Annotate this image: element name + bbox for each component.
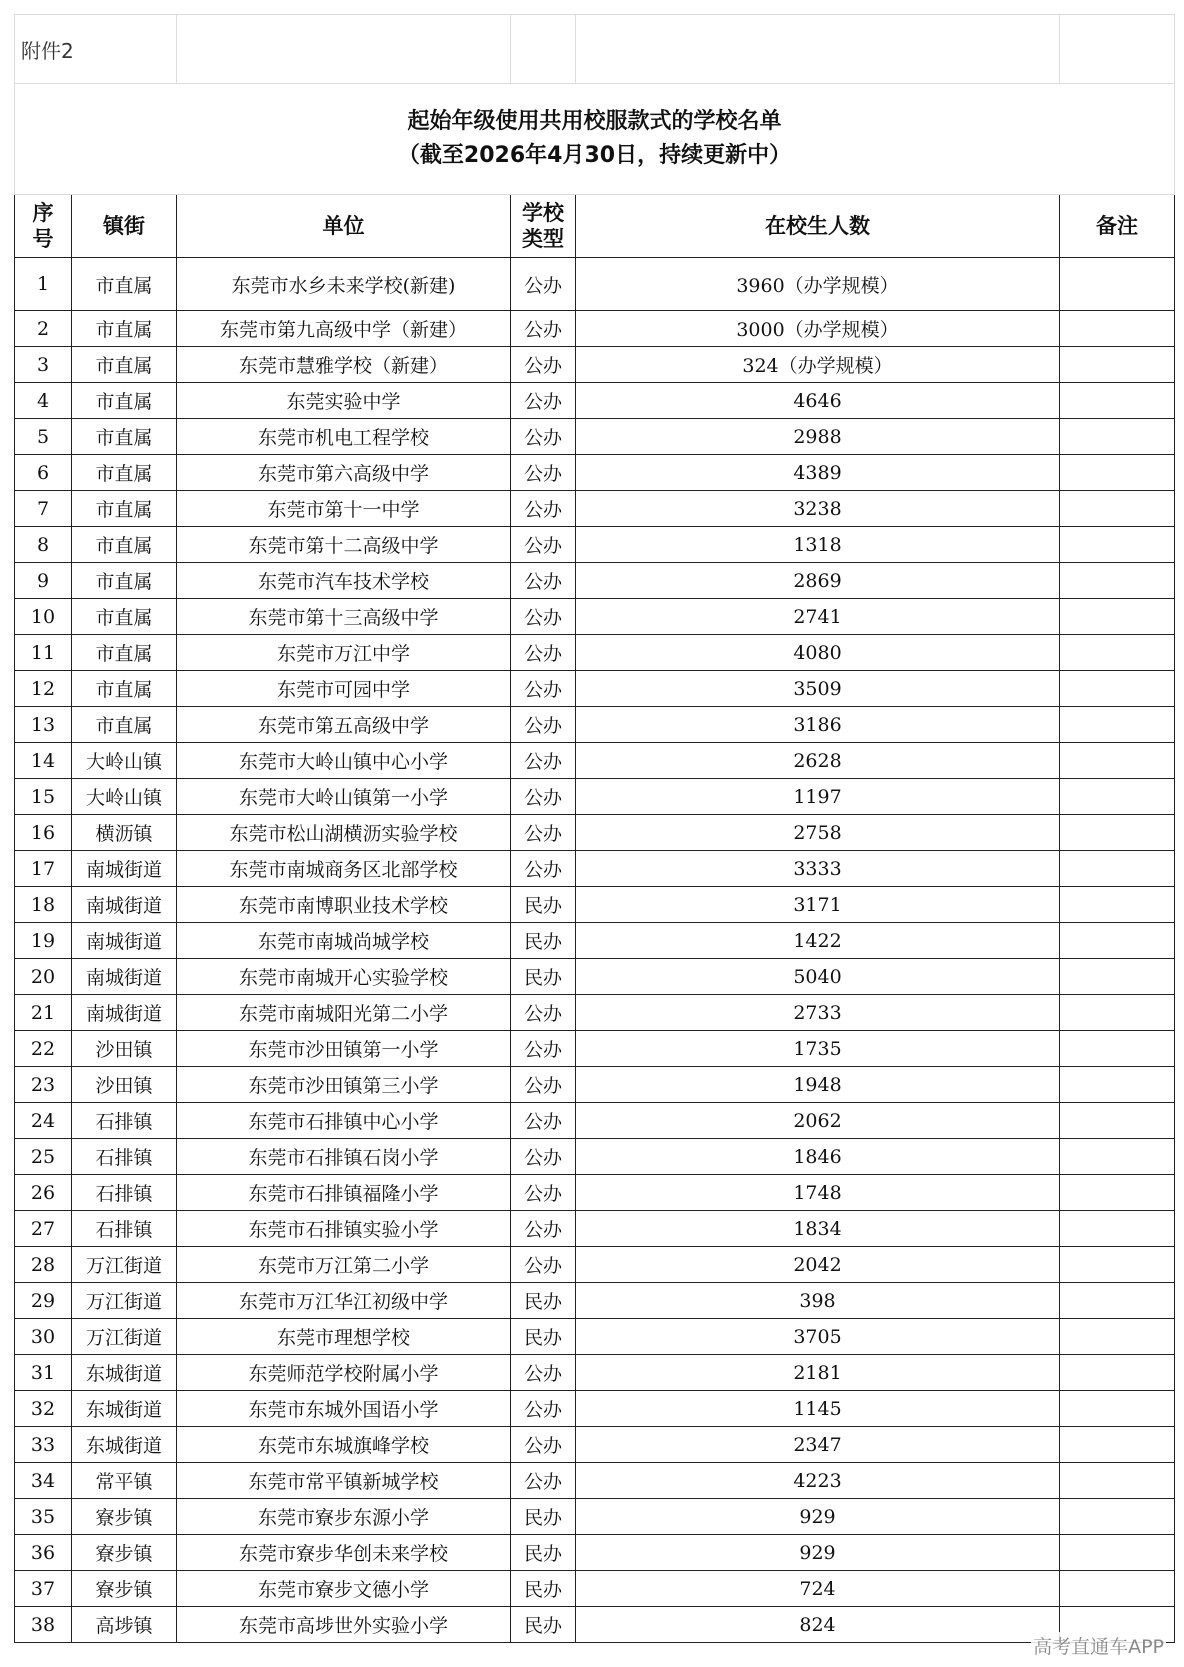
table-row	[15, 1103, 1175, 1139]
cell-seq: 19	[15, 923, 72, 959]
cell-seq: 9	[15, 563, 72, 599]
cell-town: 市直属	[72, 527, 177, 563]
cell-type: 公办	[511, 419, 576, 455]
cell-town: 常平镇	[72, 1463, 177, 1499]
table-row	[15, 455, 1175, 491]
header-seq-label: 序号	[32, 201, 54, 251]
cell-unit: 东莞实验中学	[177, 383, 511, 419]
cell-notes	[1060, 419, 1175, 455]
cell-unit: 东莞市沙田镇第一小学	[177, 1031, 511, 1067]
header-row	[15, 195, 1175, 258]
cell-notes	[1060, 959, 1175, 995]
cell-seq: 8	[15, 527, 72, 563]
cell-type: 公办	[511, 779, 576, 815]
cell-type: 公办	[511, 383, 576, 419]
cell-type: 公办	[511, 311, 576, 347]
cell-type: 民办	[511, 1283, 576, 1319]
cell-notes	[1060, 1175, 1175, 1211]
cell-seq: 3	[15, 347, 72, 383]
cell-unit: 东莞市寮步文德小学	[177, 1571, 511, 1607]
cell-seq: 15	[15, 779, 72, 815]
cell-type: 公办	[511, 1355, 576, 1391]
cell-town: 市直属	[72, 491, 177, 527]
cell-town: 石排镇	[72, 1175, 177, 1211]
empty-cell	[511, 15, 576, 84]
cell-type: 公办	[511, 599, 576, 635]
cell-type: 公办	[511, 707, 576, 743]
cell-type: 公办	[511, 1031, 576, 1067]
cell-students: 2062	[576, 1103, 1060, 1139]
cell-students: 1748	[576, 1175, 1060, 1211]
cell-town: 市直属	[72, 563, 177, 599]
cell-students: 724	[576, 1571, 1060, 1607]
cell-seq: 21	[15, 995, 72, 1031]
cell-type: 民办	[511, 1571, 576, 1607]
empty-cell	[576, 15, 1060, 84]
cell-seq: 11	[15, 635, 72, 671]
cell-unit: 东莞市可园中学	[177, 671, 511, 707]
cell-students: 929	[576, 1499, 1060, 1535]
cell-seq: 33	[15, 1427, 72, 1463]
cell-notes	[1060, 1031, 1175, 1067]
cell-seq: 27	[15, 1211, 72, 1247]
cell-seq: 35	[15, 1499, 72, 1535]
cell-type: 民办	[511, 887, 576, 923]
cell-students: 5040	[576, 959, 1060, 995]
cell-unit: 东莞市松山湖横沥实验学校	[177, 815, 511, 851]
cell-seq: 20	[15, 959, 72, 995]
cell-unit: 东莞市东城旗峰学校	[177, 1427, 511, 1463]
cell-students: 1197	[576, 779, 1060, 815]
school-list-table	[14, 14, 1175, 1643]
cell-notes	[1060, 1463, 1175, 1499]
cell-students: 2869	[576, 563, 1060, 599]
cell-type: 公办	[511, 1139, 576, 1175]
cell-students: 3000（办学规模）	[576, 311, 1060, 347]
cell-seq: 23	[15, 1067, 72, 1103]
table-row	[15, 1175, 1175, 1211]
cell-unit: 东莞市第十一中学	[177, 491, 511, 527]
cell-notes	[1060, 887, 1175, 923]
table-row	[15, 851, 1175, 887]
cell-students: 4389	[576, 455, 1060, 491]
cell-town: 石排镇	[72, 1103, 177, 1139]
cell-town: 万江街道	[72, 1319, 177, 1355]
cell-unit: 东莞市第五高级中学	[177, 707, 511, 743]
table-row	[15, 599, 1175, 635]
table-row	[15, 1355, 1175, 1391]
table-row	[15, 1571, 1175, 1607]
cell-type: 民办	[511, 1319, 576, 1355]
table-row	[15, 1211, 1175, 1247]
cell-notes	[1060, 923, 1175, 959]
cell-unit: 东莞市石排镇福隆小学	[177, 1175, 511, 1211]
cell-notes	[1060, 1535, 1175, 1571]
cell-notes	[1060, 347, 1175, 383]
cell-type: 公办	[511, 1067, 576, 1103]
header-town: 镇街	[72, 195, 177, 258]
table-row	[15, 1067, 1175, 1103]
cell-unit: 东莞市慧雅学校（新建）	[177, 347, 511, 383]
cell-town: 南城街道	[72, 887, 177, 923]
cell-town: 市直属	[72, 455, 177, 491]
cell-unit: 东莞市万江第二小学	[177, 1247, 511, 1283]
cell-notes	[1060, 1103, 1175, 1139]
cell-notes	[1060, 1571, 1175, 1607]
cell-town: 东城街道	[72, 1391, 177, 1427]
cell-seq: 32	[15, 1391, 72, 1427]
cell-town: 东城街道	[72, 1355, 177, 1391]
cell-notes	[1060, 1499, 1175, 1535]
table-row	[15, 258, 1175, 311]
cell-unit: 东莞市南城商务区北部学校	[177, 851, 511, 887]
table-row	[15, 527, 1175, 563]
table-row	[15, 1607, 1175, 1643]
cell-type: 公办	[511, 851, 576, 887]
cell-town: 石排镇	[72, 1139, 177, 1175]
cell-students: 2042	[576, 1247, 1060, 1283]
cell-students: 2988	[576, 419, 1060, 455]
cell-students: 398	[576, 1283, 1060, 1319]
cell-town: 石排镇	[72, 1211, 177, 1247]
table-row	[15, 995, 1175, 1031]
empty-cell	[1060, 15, 1175, 84]
cell-town: 市直属	[72, 635, 177, 671]
cell-students: 1145	[576, 1391, 1060, 1427]
cell-unit: 东莞市高埗世外实验小学	[177, 1607, 511, 1643]
cell-notes	[1060, 311, 1175, 347]
cell-town: 市直属	[72, 419, 177, 455]
table-row	[15, 1535, 1175, 1571]
cell-students: 3960（办学规模）	[576, 258, 1060, 311]
table-row	[15, 671, 1175, 707]
cell-notes	[1060, 527, 1175, 563]
cell-town: 沙田镇	[72, 1067, 177, 1103]
cell-notes	[1060, 1139, 1175, 1175]
cell-town: 市直属	[72, 258, 177, 311]
cell-notes	[1060, 707, 1175, 743]
cell-seq: 1	[15, 258, 72, 311]
cell-type: 公办	[511, 1463, 576, 1499]
table-row	[15, 1139, 1175, 1175]
cell-notes	[1060, 599, 1175, 635]
cell-notes	[1060, 635, 1175, 671]
cell-seq: 14	[15, 743, 72, 779]
cell-unit: 东莞市石排镇石岗小学	[177, 1139, 511, 1175]
cell-students: 2758	[576, 815, 1060, 851]
cell-type: 公办	[511, 1103, 576, 1139]
cell-type: 公办	[511, 258, 576, 311]
cell-seq: 28	[15, 1247, 72, 1283]
table-row	[15, 923, 1175, 959]
cell-seq: 10	[15, 599, 72, 635]
cell-students: 1422	[576, 923, 1060, 959]
cell-town: 万江街道	[72, 1283, 177, 1319]
cell-notes	[1060, 779, 1175, 815]
cell-type: 公办	[511, 563, 576, 599]
table-body	[15, 258, 1175, 1643]
cell-unit: 东莞市万江中学	[177, 635, 511, 671]
table-row	[15, 1319, 1175, 1355]
attachment-label: 附件2	[15, 15, 177, 84]
cell-unit: 东莞市石排镇实验小学	[177, 1211, 511, 1247]
cell-seq: 22	[15, 1031, 72, 1067]
table-row	[15, 563, 1175, 599]
cell-students: 4080	[576, 635, 1060, 671]
table-row	[15, 959, 1175, 995]
cell-students: 1834	[576, 1211, 1060, 1247]
cell-students: 324（办学规模）	[576, 347, 1060, 383]
cell-town: 横沥镇	[72, 815, 177, 851]
header-seq	[15, 195, 72, 258]
cell-unit: 东莞市南城尚城学校	[177, 923, 511, 959]
table-row	[15, 347, 1175, 383]
header-unit: 单位	[177, 195, 511, 258]
cell-unit: 东莞市第九高级中学（新建）	[177, 311, 511, 347]
cell-students: 2628	[576, 743, 1060, 779]
cell-students: 3238	[576, 491, 1060, 527]
cell-seq: 5	[15, 419, 72, 455]
cell-type: 民办	[511, 1499, 576, 1535]
cell-type: 公办	[511, 455, 576, 491]
header-notes: 备注	[1060, 195, 1175, 258]
watermark: 高考直通车APP	[1031, 1632, 1166, 1659]
page-subtitle: （截至2026年4月30日，持续更新中）	[397, 143, 792, 168]
cell-unit: 东莞市南城开心实验学校	[177, 959, 511, 995]
cell-town: 市直属	[72, 311, 177, 347]
cell-notes	[1060, 491, 1175, 527]
cell-type: 民办	[511, 1535, 576, 1571]
cell-students: 1735	[576, 1031, 1060, 1067]
cell-unit: 东莞市南城阳光第二小学	[177, 995, 511, 1031]
table-row	[15, 635, 1175, 671]
cell-town: 高埗镇	[72, 1607, 177, 1643]
cell-students: 3333	[576, 851, 1060, 887]
cell-students: 3186	[576, 707, 1060, 743]
cell-type: 公办	[511, 1391, 576, 1427]
cell-town: 南城街道	[72, 851, 177, 887]
cell-type: 公办	[511, 635, 576, 671]
cell-notes	[1060, 563, 1175, 599]
cell-unit: 东莞市寮步华创未来学校	[177, 1535, 511, 1571]
cell-town: 市直属	[72, 347, 177, 383]
cell-notes	[1060, 1427, 1175, 1463]
cell-type: 公办	[511, 491, 576, 527]
cell-unit: 东莞市第六高级中学	[177, 455, 511, 491]
cell-unit: 东莞市水乡未来学校(新建)	[177, 258, 511, 311]
cell-type: 公办	[511, 815, 576, 851]
cell-type: 民办	[511, 923, 576, 959]
table-row	[15, 1427, 1175, 1463]
cell-unit: 东莞市大岭山镇第一小学	[177, 779, 511, 815]
table-row	[15, 707, 1175, 743]
cell-town: 东城街道	[72, 1427, 177, 1463]
cell-seq: 12	[15, 671, 72, 707]
table-row	[15, 1031, 1175, 1067]
cell-notes	[1060, 1067, 1175, 1103]
cell-unit: 东莞市万江华江初级中学	[177, 1283, 511, 1319]
page-title: 起始年级使用共用校服款式的学校名单	[407, 109, 782, 134]
cell-type: 民办	[511, 959, 576, 995]
cell-notes	[1060, 383, 1175, 419]
cell-students: 2181	[576, 1355, 1060, 1391]
header-students: 在校生人数	[576, 195, 1060, 258]
cell-town: 南城街道	[72, 923, 177, 959]
cell-seq: 16	[15, 815, 72, 851]
cell-seq: 18	[15, 887, 72, 923]
title-row	[15, 84, 1175, 195]
cell-unit: 东莞市常平镇新城学校	[177, 1463, 511, 1499]
cell-notes	[1060, 1319, 1175, 1355]
cell-town: 市直属	[72, 671, 177, 707]
cell-town: 寮步镇	[72, 1499, 177, 1535]
cell-seq: 24	[15, 1103, 72, 1139]
title-block	[15, 84, 1175, 195]
cell-seq: 7	[15, 491, 72, 527]
cell-notes	[1060, 455, 1175, 491]
cell-seq: 13	[15, 707, 72, 743]
table-row	[15, 1499, 1175, 1535]
cell-unit: 东莞市沙田镇第三小学	[177, 1067, 511, 1103]
cell-students: 3705	[576, 1319, 1060, 1355]
table-row	[15, 1463, 1175, 1499]
cell-notes	[1060, 1355, 1175, 1391]
cell-type: 公办	[511, 995, 576, 1031]
table-row	[15, 311, 1175, 347]
cell-students: 2741	[576, 599, 1060, 635]
cell-town: 市直属	[72, 707, 177, 743]
cell-unit: 东莞市南博职业技术学校	[177, 887, 511, 923]
cell-unit: 东莞市第十三高级中学	[177, 599, 511, 635]
cell-unit: 东莞市寮步东源小学	[177, 1499, 511, 1535]
cell-type: 公办	[511, 1211, 576, 1247]
cell-seq: 37	[15, 1571, 72, 1607]
header-type-label: 学校类型	[522, 201, 565, 251]
cell-notes	[1060, 1211, 1175, 1247]
cell-town: 市直属	[72, 599, 177, 635]
cell-students: 2347	[576, 1427, 1060, 1463]
cell-students: 3171	[576, 887, 1060, 923]
cell-notes	[1060, 671, 1175, 707]
table-row	[15, 815, 1175, 851]
cell-unit: 东莞市汽车技术学校	[177, 563, 511, 599]
table-row	[15, 1283, 1175, 1319]
cell-students: 3509	[576, 671, 1060, 707]
cell-seq: 36	[15, 1535, 72, 1571]
cell-town: 寮步镇	[72, 1535, 177, 1571]
cell-town: 万江街道	[72, 1247, 177, 1283]
cell-notes	[1060, 851, 1175, 887]
cell-type: 公办	[511, 1427, 576, 1463]
table-row	[15, 491, 1175, 527]
table-row	[15, 383, 1175, 419]
cell-town: 南城街道	[72, 959, 177, 995]
table-row	[15, 419, 1175, 455]
cell-type: 公办	[511, 527, 576, 563]
cell-students: 1318	[576, 527, 1060, 563]
cell-unit: 东莞市第十二高级中学	[177, 527, 511, 563]
cell-type: 公办	[511, 347, 576, 383]
cell-type: 公办	[511, 671, 576, 707]
cell-type: 公办	[511, 1247, 576, 1283]
cell-type: 民办	[511, 1607, 576, 1643]
cell-type: 公办	[511, 743, 576, 779]
cell-unit: 东莞市大岭山镇中心小学	[177, 743, 511, 779]
cell-unit: 东莞师范学校附属小学	[177, 1355, 511, 1391]
table-row	[15, 779, 1175, 815]
table-row	[15, 743, 1175, 779]
cell-unit: 东莞市石排镇中心小学	[177, 1103, 511, 1139]
table-row	[15, 1391, 1175, 1427]
cell-type: 公办	[511, 1175, 576, 1211]
cell-notes	[1060, 1283, 1175, 1319]
cell-unit: 东莞市机电工程学校	[177, 419, 511, 455]
table-row	[15, 887, 1175, 923]
cell-seq: 17	[15, 851, 72, 887]
cell-seq: 4	[15, 383, 72, 419]
cell-seq: 29	[15, 1283, 72, 1319]
cell-notes	[1060, 815, 1175, 851]
cell-students: 929	[576, 1535, 1060, 1571]
cell-seq: 26	[15, 1175, 72, 1211]
table-row	[15, 1247, 1175, 1283]
cell-students: 824	[576, 1607, 1060, 1643]
cell-town: 寮步镇	[72, 1571, 177, 1607]
cell-town: 市直属	[72, 383, 177, 419]
cell-unit: 东莞市理想学校	[177, 1319, 511, 1355]
cell-notes	[1060, 995, 1175, 1031]
cell-town: 南城街道	[72, 995, 177, 1031]
cell-students: 4223	[576, 1463, 1060, 1499]
cell-students: 2733	[576, 995, 1060, 1031]
header-type	[511, 195, 576, 258]
cell-seq: 31	[15, 1355, 72, 1391]
cell-seq: 6	[15, 455, 72, 491]
document-sheet	[14, 14, 1174, 1643]
cell-notes	[1060, 743, 1175, 779]
cell-town: 大岭山镇	[72, 779, 177, 815]
cell-seq: 38	[15, 1607, 72, 1643]
cell-town: 大岭山镇	[72, 743, 177, 779]
cell-town: 沙田镇	[72, 1031, 177, 1067]
cell-unit: 东莞市东城外国语小学	[177, 1391, 511, 1427]
cell-students: 4646	[576, 383, 1060, 419]
attachment-row	[15, 15, 1175, 84]
empty-cell	[177, 15, 511, 84]
cell-seq: 2	[15, 311, 72, 347]
cell-notes	[1060, 1391, 1175, 1427]
cell-students: 1846	[576, 1139, 1060, 1175]
cell-seq: 30	[15, 1319, 72, 1355]
cell-notes	[1060, 1247, 1175, 1283]
cell-students: 1948	[576, 1067, 1060, 1103]
cell-seq: 25	[15, 1139, 72, 1175]
cell-notes	[1060, 258, 1175, 311]
cell-seq: 34	[15, 1463, 72, 1499]
